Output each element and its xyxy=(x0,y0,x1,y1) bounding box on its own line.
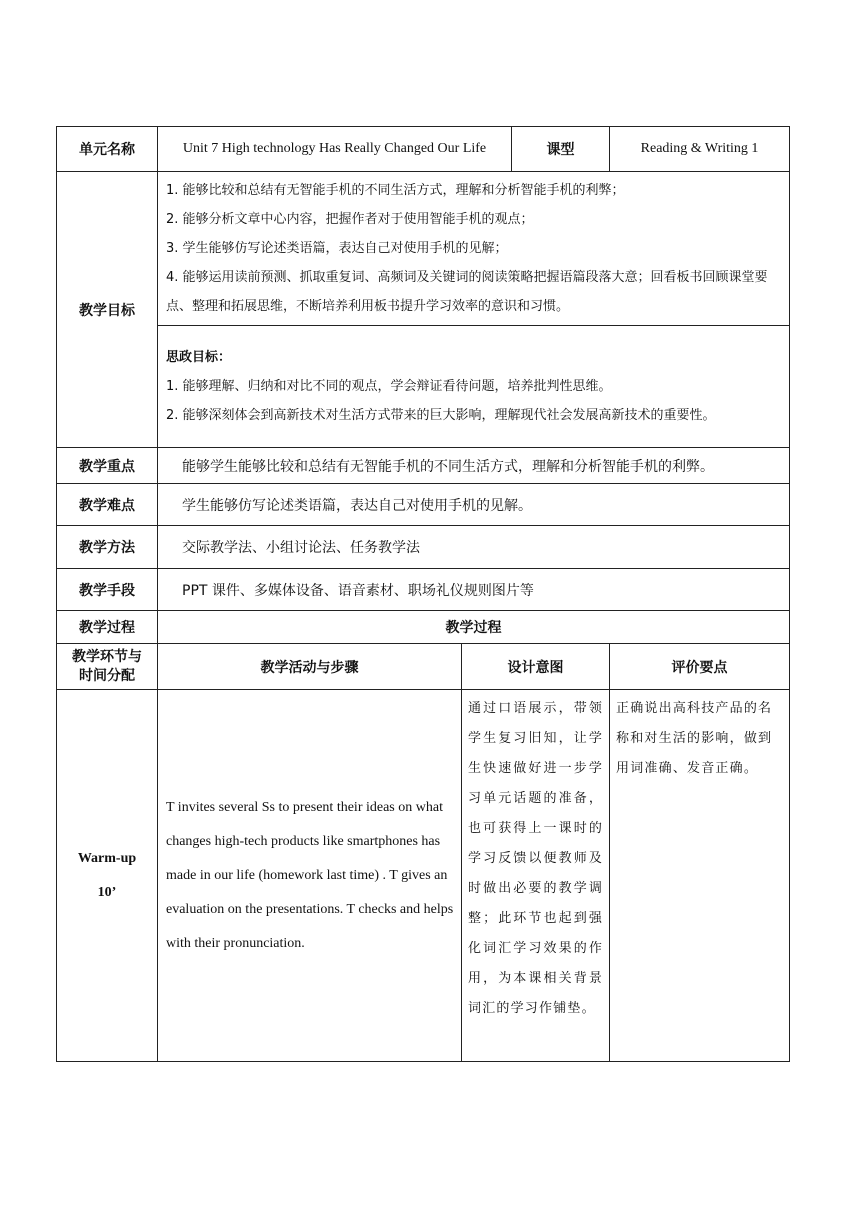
activity-column-header: 教学活动与步骤 xyxy=(158,644,462,690)
sizheng-objectives xyxy=(158,326,790,448)
sizheng-item: 2. 能够深刻体会到高新技术对生活方式带来的巨大影响，理解现代社会发展高新技术的重要性。 xyxy=(166,408,716,423)
sizheng-title: 思政目标： xyxy=(166,350,232,365)
objective-item: 3. 学生能够仿写论述类语篇，表达自己对使用手机的见解； xyxy=(166,241,508,256)
means: PPT 课件、多媒体设备、语音素材、职场礼仪规则图片等 xyxy=(158,569,790,611)
unit-name: Unit 7 High technology Has Really Changed Our Life xyxy=(158,127,512,172)
difficulties-row xyxy=(57,484,790,526)
process-label: 教学过程 xyxy=(57,611,158,644)
lesson-plan xyxy=(56,126,789,1062)
difficulties: 学生能够仿写论述类语篇，表达自己对使用手机的见解。 xyxy=(158,484,790,526)
difficulties-label: 教学难点 xyxy=(57,484,158,526)
objective-item: 2. 能够分析文章中心内容，把握作者对于使用智能手机的观点； xyxy=(166,212,534,227)
lesson-type: Reading & Writing 1 xyxy=(610,127,790,172)
warmup-row xyxy=(57,690,790,1062)
warmup-evaluation: 正确说出高科技产品的名称和对生活的影响，做到用词准确、发音正确。 xyxy=(610,690,790,1062)
methods-row xyxy=(57,526,790,569)
unit-row xyxy=(57,127,790,172)
methods: 交际教学法、小组讨论法、任务教学法 xyxy=(158,526,790,569)
columns-header-row xyxy=(57,644,790,690)
warmup-activity: T invites several Ss to present their ideas on what changes high-tech products like smartphones has made in our life (homework last time) . T gives an evaluation on the presentations. T checks and helps with their pronunciation. xyxy=(158,690,462,1062)
phase-name: Warm-up xyxy=(77,850,137,866)
objectives-row xyxy=(57,172,790,326)
objectives-list xyxy=(158,172,790,326)
key-points-row xyxy=(57,448,790,484)
phase-time: 10’ xyxy=(97,884,117,900)
process-row xyxy=(57,611,790,644)
warmup-phase xyxy=(57,690,158,1062)
lesson-plan-table xyxy=(56,126,790,1062)
phase-column-header: 教学环节与时间分配 xyxy=(57,644,158,690)
sizheng-item: 1. 能够理解、归纳和对比不同的观点，学会辩证看待问题，培养批判性思维。 xyxy=(166,379,612,394)
unit-name-label: 单元名称 xyxy=(57,127,158,172)
objective-item: 4. 能够运用读前预测、抓取重复词、高频词及关键词的阅读策略把握语篇段落大意；回看板书回顾课堂要点、整理和拓展思维，不断培养利用板书提升学习效率的意识和习惯。 xyxy=(166,270,768,314)
warmup-intent: 通过口语展示，带领学生复习旧知，让学生快速做好进一步学习单元话题的准备，也可获得上一课时的学习反馈以便教师及时做出必要的教学调整；此环节也起到强化词汇学习效果的作用，为本课相关背景词汇的学习作铺垫。 xyxy=(462,690,610,1062)
objective-item: 1. 能够比较和总结有无智能手机的不同生活方式，理解和分析智能手机的利弊； xyxy=(166,183,625,198)
process-header: 教学过程 xyxy=(158,611,790,644)
key-points: 能够学生能够比较和总结有无智能手机的不同生活方式，理解和分析智能手机的利弊。 xyxy=(158,448,790,484)
means-label: 教学手段 xyxy=(57,569,158,611)
sizheng-row xyxy=(57,326,790,448)
intent-column-header: 设计意图 xyxy=(462,644,610,690)
means-row xyxy=(57,569,790,611)
key-points-label: 教学重点 xyxy=(57,448,158,484)
objectives-label: 教学目标 xyxy=(57,172,158,448)
lesson-type-label: 课型 xyxy=(512,127,610,172)
evaluation-column-header: 评价要点 xyxy=(610,644,790,690)
methods-label: 教学方法 xyxy=(57,526,158,569)
